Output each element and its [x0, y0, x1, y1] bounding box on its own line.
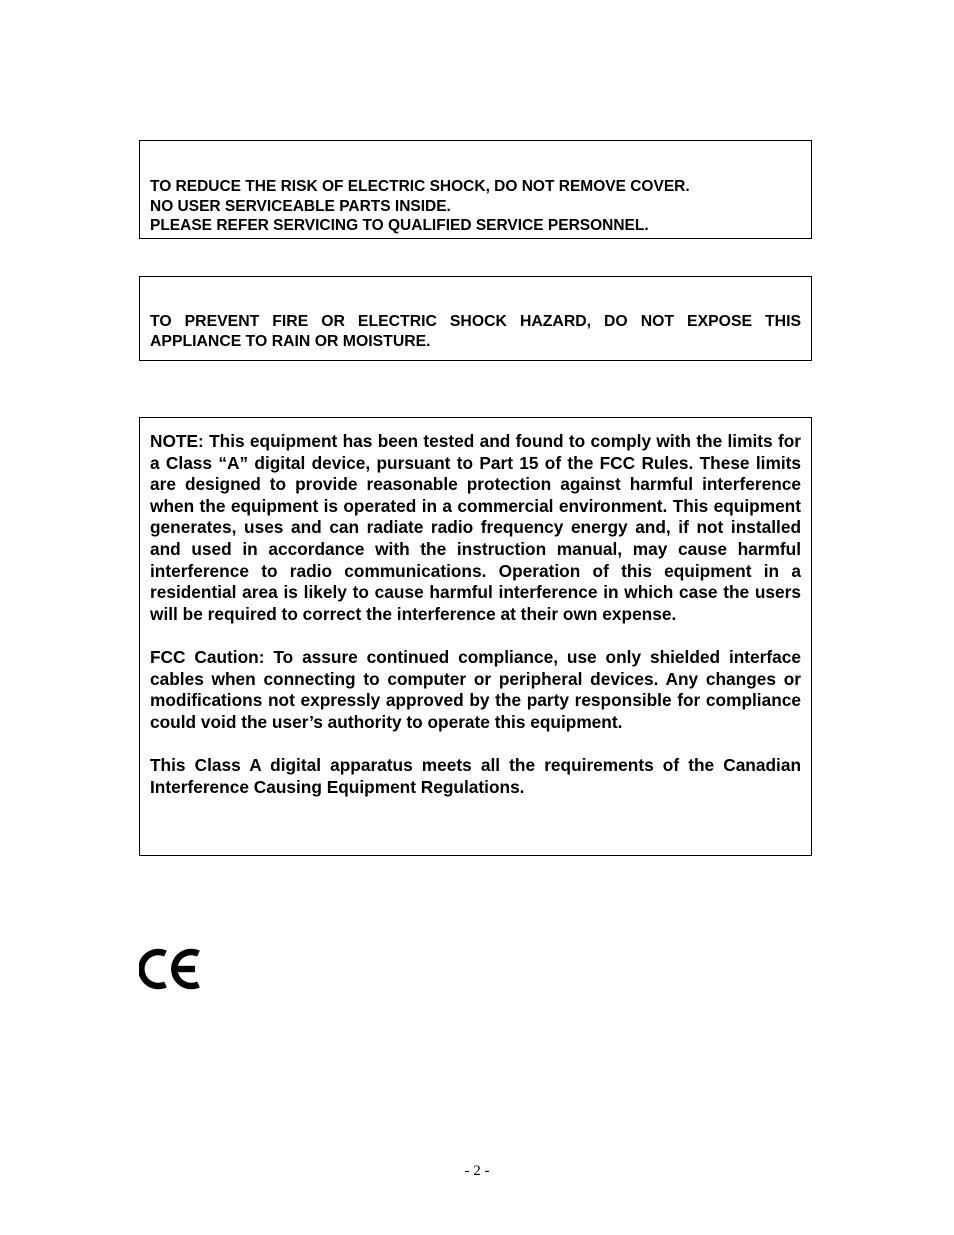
- fcc-caution-paragraph: FCC Caution: To assure continued compliance, use only shielded interface cables when connecting to computer or peripheral devices. Any changes or modifications not expressly approved by the party responsible for compliance could void the user’s authority to operate this equipment.: [150, 646, 801, 732]
- ce-mark-icon: [139, 945, 201, 993]
- page-number: - 2 -: [464, 1163, 490, 1179]
- fire-hazard-warning-text: TO PREVENT FIRE OR ELECTRIC SHOCK HAZARD, DO NOT EXPOSE THIS APPLIANCE TO RAIN OR MOISTURE.: [150, 313, 801, 350]
- electric-shock-warning-text: [150, 177, 801, 236]
- canadian-compliance-paragraph: This Class A digital apparatus meets all the requirements of the Canadian Interference Causing Equipment Regulations.: [150, 754, 801, 797]
- electric-shock-warning-box: [139, 140, 812, 239]
- warning-line: NO USER SERVICEABLE PARTS INSIDE.: [150, 197, 451, 215]
- fire-hazard-warning-box: [139, 276, 812, 361]
- warning-line: TO REDUCE THE RISK OF ELECTRIC SHOCK, DO NOT REMOVE COVER.: [150, 178, 690, 195]
- fcc-notice-body: [150, 431, 801, 798]
- warning-line: PLEASE REFER SERVICING TO QUALIFIED SERVICE PERSONNEL.: [150, 217, 649, 234]
- fcc-notice-box: [139, 417, 812, 856]
- fcc-note-paragraph: NOTE: This equipment has been tested and found to comply with the limits for a Class “A” digital device, pursuant to Part 15 of the FCC Rules. These limits are designed to provide reasonable protection against harmful interference when the equipment is operated in a commercial environment. This equipment generates, uses and can radiate radio frequency energy and, if not installed and used in accordance with the instruction manual, may cause harmful interference to radio communications. Operation of this equipment in a residential area is likely to cause harmful interference in which case the users will be required to correct the interference at their own expense.: [150, 431, 801, 624]
